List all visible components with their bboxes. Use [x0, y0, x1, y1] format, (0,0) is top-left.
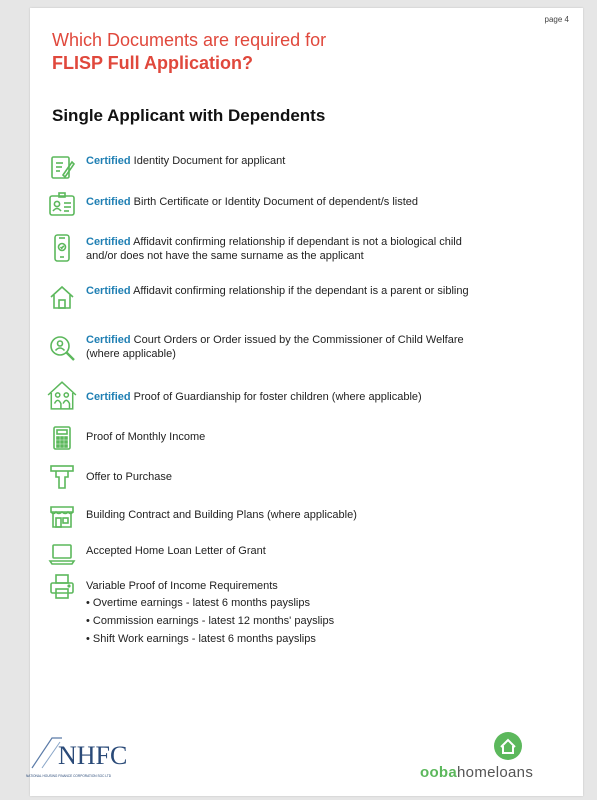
item-text: Building Contract and Building Plans (where applicable)	[86, 509, 357, 521]
certified-label: Certified	[86, 236, 131, 248]
certified-label: Certified	[86, 334, 131, 346]
printer-icon	[48, 573, 76, 601]
nhfc-logo-text: NHFC	[58, 741, 128, 770]
bullet-item: • Shift Work earnings - latest 6 months payslips	[86, 630, 334, 648]
house-icon	[48, 283, 76, 311]
certified-label: Certified	[86, 391, 131, 403]
ooba-logo-text: oobahomeloans	[420, 764, 534, 781]
calculator-icon	[48, 424, 76, 452]
page-title-line1: Which Documents are required for	[52, 30, 327, 50]
certified-label: Certified	[86, 155, 131, 167]
edit-document-icon	[48, 154, 76, 182]
nhfc-logo	[22, 730, 128, 780]
mobile-document-icon	[48, 234, 76, 262]
id-card-icon	[48, 191, 76, 219]
page-title-line2: FLISP Full Application?	[52, 53, 253, 73]
item-text: Variable Proof of Income Requirements	[86, 580, 278, 592]
offer-icon	[48, 463, 76, 491]
income-bullet-list	[86, 594, 334, 648]
building-icon	[48, 502, 76, 530]
item-text: Proof of Monthly Income	[86, 431, 206, 443]
item-text: Court Orders or Order issued by the Commissioner of Child Welfare (where applicable)	[86, 334, 464, 360]
item-text: Affidavit confirming relationship if dependant is not a biological child and/or does not have the same surname as the applicant	[86, 236, 462, 262]
item-text: Affidavit confirming relationship if the dependant is a parent or sibling	[130, 285, 469, 297]
item-text: Birth Certificate or Identity Document of dependent/s listed	[130, 196, 418, 208]
bullet-item: • Overtime earnings - latest 6 months payslips	[86, 594, 334, 612]
family-house-icon	[46, 380, 78, 410]
nhfc-logo-subtext: NATIONAL HOUSING FINANCE CORPORATION SOC LTD	[26, 774, 112, 778]
item-text: Accepted Home Loan Letter of Grant	[86, 545, 266, 557]
item-text: Proof of Guardianship for foster children (where applicable)	[130, 391, 422, 403]
certified-label: Certified	[86, 196, 131, 208]
laptop-icon	[48, 539, 76, 567]
certified-label: Certified	[86, 285, 131, 297]
ooba-logo	[420, 730, 540, 780]
bullet-item: • Commission earnings - latest 12 months' payslips	[86, 612, 334, 630]
page-number: page 4	[544, 15, 569, 24]
magnify-person-icon	[48, 334, 76, 362]
item-text: Offer to Purchase	[86, 471, 173, 483]
section-heading: Single Applicant with Dependents	[52, 106, 326, 125]
item-text: Identity Document for applicant	[130, 155, 286, 167]
